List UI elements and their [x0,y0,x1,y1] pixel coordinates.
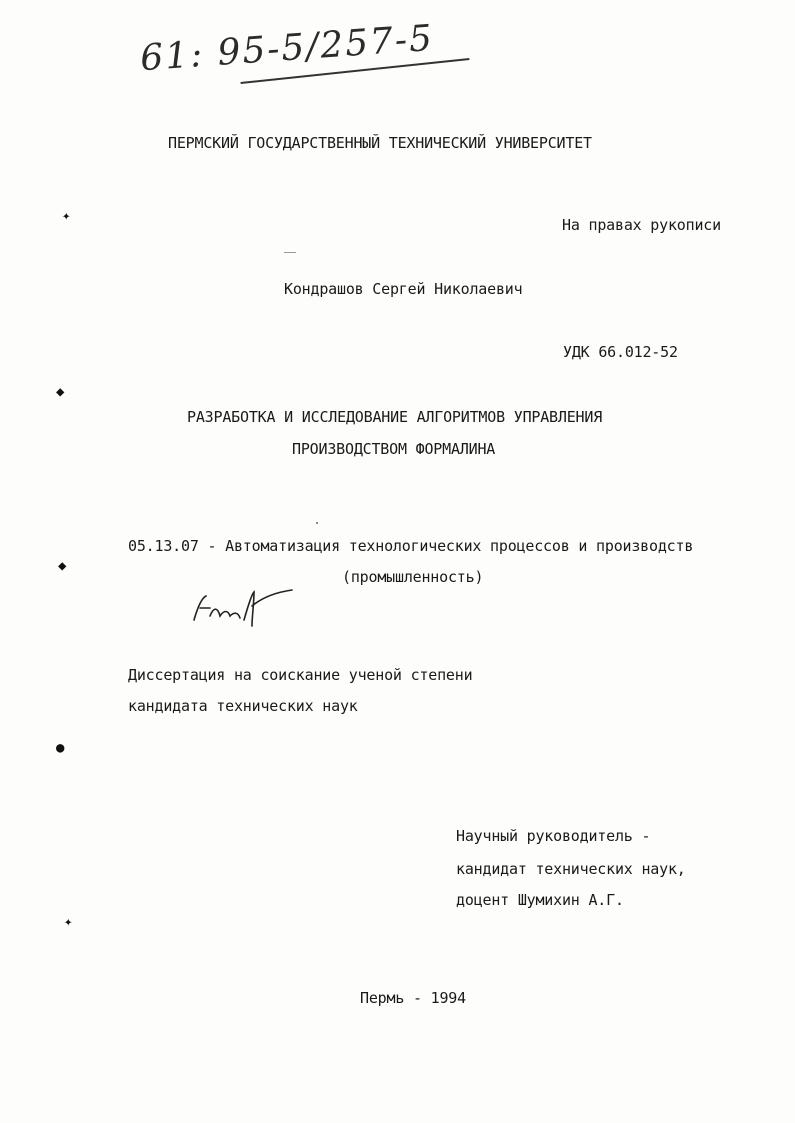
handwritten-signature [188,586,298,630]
udc-code: УДК 66.012-52 [563,343,678,361]
university-name: ПЕРМСКИЙ ГОСУДАРСТВЕННЫЙ ТЕХНИЧЕСКИЙ УНИВЕРСИТЕТ [168,134,592,152]
specialty-line-1: 05.13.07 - Автоматизация технологических процессов и производств [128,537,694,555]
supervisor-line-2: кандидат технических наук, [456,860,686,878]
archive-code-handwritten: 61: 95-5/257-5 [138,17,436,80]
stray-dot [316,522,318,524]
degree-line-2: кандидата технических наук [128,697,358,715]
stray-mark [284,252,296,253]
binding-hole-mark: ◆ [58,558,67,574]
author-name: Кондрашов Сергей Николаевич [284,280,523,298]
title-line-2: ПРОИЗВОДСТВОМ ФОРМАЛИНА [292,440,496,458]
specialty-line-2: (промышленность) [342,568,484,586]
binding-hole-mark: ✦ [62,208,71,224]
degree-line-1: Диссертация на соискание ученой степени [128,666,473,684]
title-line-1: РАЗРАБОТКА И ИССЛЕДОВАНИЕ АЛГОРИТМОВ УПРАВЛЕНИЯ [187,408,603,426]
rights-note: На правах рукописи [562,216,721,234]
supervisor-line-3: доцент Шумихин А.Г. [456,891,624,909]
binding-hole-mark: ● [56,740,65,756]
place-and-year: Пермь - 1994 [360,989,466,1007]
supervisor-line-1: Научный руководитель - [456,827,651,845]
binding-hole-mark: ✦ [64,914,73,930]
binding-hole-mark: ◆ [56,384,65,400]
